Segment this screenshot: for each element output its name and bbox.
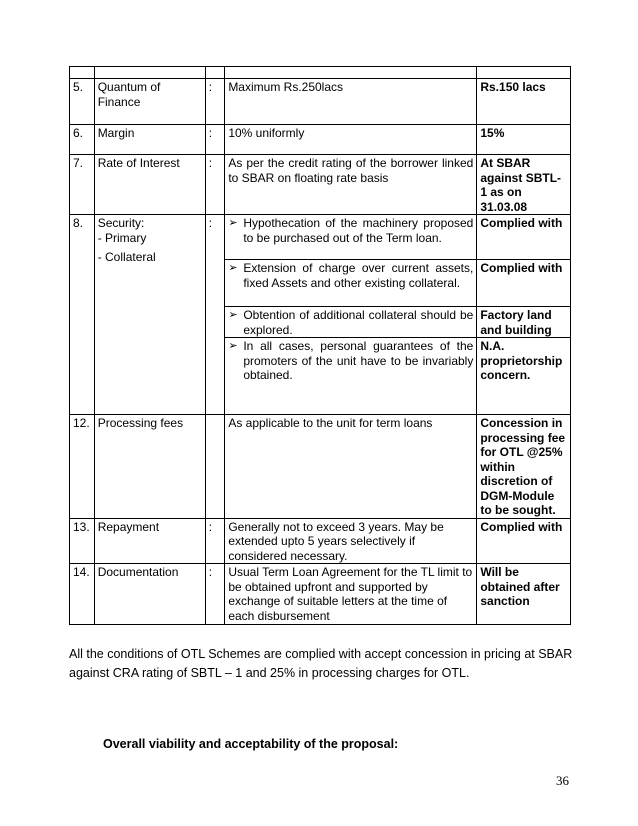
table-cell [225, 67, 477, 79]
bullet-text: Obtention of additional collateral should be explored. [243, 308, 474, 337]
bullet-text: Hypothecation of the machinery proposed to be purchased out of the Term loan. [243, 216, 474, 245]
section-heading: Overall viability and acceptability of the proposal: [103, 737, 399, 751]
colon-separator: : [205, 125, 225, 155]
status-text: Concession in processing fee for OTL @25% within discretion of DGM-Module to be sought. [477, 415, 571, 519]
proposal-terms-table [69, 66, 571, 625]
status-text: Complied with [477, 215, 571, 260]
colon-separator: : [205, 564, 225, 625]
table-cell [477, 67, 571, 79]
particular-label: Processing fees [94, 415, 205, 519]
terms-bullet [225, 338, 477, 415]
table-row-blank [70, 67, 571, 79]
terms-text: Usual Term Loan Agreement for the TL limit to be obtained upfront and supported by exchange of suitable letters at the time of each disbursement [225, 564, 477, 625]
terms-text: Generally not to exceed 3 years. May be extended upto 5 years selectively if considered necessary. [225, 518, 477, 564]
bullet-text: Extension of charge over current assets, fixed Assets and other existing collateral. [243, 261, 474, 290]
row-number: 12. [70, 415, 95, 519]
status-text: Will be obtained after sanction [477, 564, 571, 625]
colon-separator: : [205, 518, 225, 564]
arrow-bullet-icon: ➢ [228, 309, 238, 321]
table-row-repayment [70, 518, 571, 564]
status-text: Rs.150 lacs [477, 79, 571, 125]
row-number: 13. [70, 518, 95, 564]
status-text: Complied with [477, 518, 571, 564]
colon-separator: : [205, 215, 225, 415]
arrow-bullet-icon: ➢ [228, 262, 238, 274]
colon-separator [205, 415, 225, 519]
table-row-security-primary [70, 215, 571, 260]
row-number: 6. [70, 125, 95, 155]
table-row-quantum [70, 79, 571, 125]
particular-label: Quantum of Finance [94, 79, 205, 125]
sub-label-collateral: - Collateral [97, 250, 156, 264]
particular-label: Margin [94, 125, 205, 155]
arrow-bullet-icon: ➢ [228, 217, 238, 229]
table-row-processing-fees [70, 415, 571, 519]
status-text: Factory land and building [477, 307, 571, 338]
colon-separator: : [205, 155, 225, 215]
status-text: Complied with [477, 260, 571, 307]
particular-label: Documentation [94, 564, 205, 625]
status-text: 15% [477, 125, 571, 155]
summary-paragraph: All the conditions of OTL Schemes are complied with accept concession in pricing at SBAR against CRA rating of SBTL – 1 and 25% in processing charges for OTL. [69, 647, 573, 680]
table-row-documentation [70, 564, 571, 625]
status-text: N.A. proprietorship concern. [477, 338, 571, 415]
terms-bullet [225, 260, 477, 307]
table-cell [205, 67, 225, 79]
table-cell [70, 67, 95, 79]
colon-separator: : [205, 79, 225, 125]
row-number: 14. [70, 564, 95, 625]
particular-security [94, 215, 205, 415]
row-number: 7. [70, 155, 95, 215]
terms-bullet [225, 307, 477, 338]
particular-label: Rate of Interest [94, 155, 205, 215]
row-number: 8. [70, 215, 95, 415]
bullet-text: In all cases, personal guarantees of the promoters of the unit have to be invariably obtained. [243, 339, 474, 382]
terms-text: Maximum Rs.250lacs [225, 79, 477, 125]
particular-label: Security: [97, 216, 145, 230]
table-row-margin [70, 125, 571, 155]
page-number: 36 [556, 773, 569, 788]
sub-label-primary: - Primary [97, 230, 147, 245]
table-row-rate-of-interest [70, 155, 571, 215]
terms-text: 10% uniformly [225, 125, 477, 155]
particular-label: Repayment [94, 518, 205, 564]
table-cell [94, 67, 205, 79]
terms-text: As per the credit rating of the borrower linked to SBAR on floating rate basis [225, 155, 477, 215]
terms-text: As applicable to the unit for term loans [225, 415, 477, 519]
row-number: 5. [70, 79, 95, 125]
arrow-bullet-icon: ➢ [228, 340, 238, 352]
status-text: At SBAR against SBTL-1 as on 31.03.08 [477, 155, 571, 215]
terms-bullet [225, 215, 477, 260]
